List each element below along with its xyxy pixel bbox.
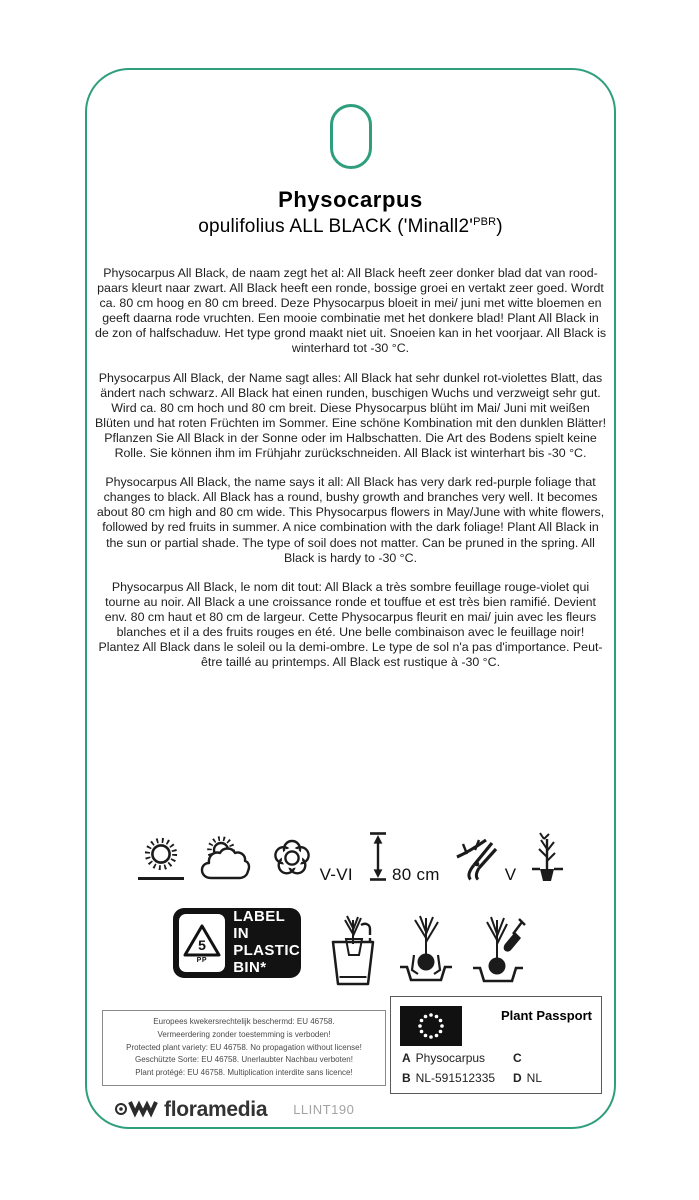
paragraph-dutch: Physocarpus All Black, de naam zegt het al: All Black heeft zeer donker blad dat van rood-paars kleurt naar zwart. All Black heeft een ronde, bossige groei en vertakt zeer goed. Wordt ca. 80 cm hoog en 80 cm breed. Deze Physocarpus bloeit in mei/ juni met witte bloemen en geeft daarna rode vruchten. Een mooie combinatie met het donkere blad! Plant All Black in de zon of halfschaduw. Het type grond maakt niet uit. Snoeien kan in het voorjaar. All Black is winterhard tot -30 °C. [94, 266, 607, 356]
floramedia-mark-icon [114, 1096, 160, 1123]
rights-line-nl-1: Europees kwekersrechtelijk beschermd: EU 46758. [153, 1017, 335, 1026]
recycle-material-label: PP [196, 956, 208, 964]
floramedia-logo [114, 1096, 267, 1123]
paragraph-german: Physocarpus All Black, der Name sagt alles: All Black hat sehr dunkel rot-violettes Blatt, das ändert nach schwarz. All Black hat einen runden, buschigen Wuchs und verzweigt sehr gut. Wird ca. 80 cm hoch und 80 cm breit. Diese Physocarpus blüht im Mai/ Juni mit weißen Blüten und hat roten Früchten im Sommer. Eine schöne Kombination mit den dunklen Blätter! Pflanzen Sie All Black in der Sonne oder im Halbschatten. Die Art des Bodens spielt keine Rolle. Sie können ihm im Frühjahr zurückschneiden. All Black ist winterhart bis -30 °C. [94, 370, 607, 461]
passport-title: Plant Passport [500, 1008, 592, 1023]
plastic-bin-text: LABEL IN PLASTIC BIN* [233, 908, 301, 976]
footer [87, 1096, 614, 1123]
full-sun-icon [135, 835, 187, 888]
subtitle [87, 216, 614, 238]
brand-name: floramedia [164, 1097, 268, 1121]
rights-line-fr: Plant protégé: EU 46758. Multiplication interdite sans licence! [135, 1068, 353, 1078]
rootball-pot-icon [397, 910, 455, 993]
plant-label-card [85, 68, 616, 1129]
description-paragraphs [95, 266, 607, 684]
passport-field-d: D NL [513, 1071, 543, 1085]
eu-flag-icon [400, 1006, 462, 1051]
pruning-month-label: V [504, 865, 517, 884]
title-block [87, 187, 614, 238]
subtitle-text: opulifolius ALL BLACK ('Minall2' [198, 216, 474, 237]
hang-hole [330, 104, 372, 169]
height-value-label: 80 cm [391, 865, 440, 884]
flower-icon [267, 835, 317, 888]
planting-instruction-icons [325, 910, 529, 993]
svg-text:5: 5 [197, 936, 206, 953]
soak-bucket-icon [325, 910, 381, 993]
partial-shade-icon [199, 835, 255, 888]
passport-field-b: B NL-591512335 [402, 1071, 496, 1085]
paragraph-english: Physocarpus All Black, the name says it all: All Black has very dark red-purple foliage that changes to black. All Black has a round, bushy growth and branches very well. It becomes about 80 cm high and 80 cm wide. This Physocarpus flowers in May/June with white flowers, followed by red fruits in summer. A nice combination with the dark foliage! Plant All Black in the sun or partial shade. The type of soil does not matter. Can be pruned in the spring. All Black is hardy to -30 °C. [96, 475, 605, 565]
label-in-plastic-bin-badge [173, 908, 301, 978]
passport-field-a: A Physocarpus [402, 1051, 486, 1065]
flowering-months-label: V-VI [319, 865, 353, 884]
planting-twig-icon [530, 830, 566, 888]
subtitle-close: ) [496, 216, 503, 237]
page-title: Physocarpus [278, 187, 423, 212]
plant-passport-box [390, 996, 602, 1094]
care-pictogram-row [87, 830, 614, 888]
rights-line-en: Protected plant variety: EU 46758. No propagation without license! [126, 1042, 362, 1052]
plant-shovel-icon [471, 910, 529, 993]
breeders-rights-box [102, 1010, 386, 1086]
subtitle-pbr-superscript: PBR [473, 216, 497, 228]
paragraph-french: Physocarpus All Black, le nom dit tout: All Black a très sombre feuillage rouge-violet qui tourne au noir. All Black a une croissance ronde et touffue et est très bien ramifié. Devient env. 80 cm haut et 80 cm de largeur. Cette Physocarpus fleurit en mai/ juin avec les fleurs blanches et il a des fruits rouges en été. Une belle combinaison avec le feuillage noir! Plantez All Black dans le soleil ou la demi-ombre. Le type de sol n'a pas d'importance. Peut-être taillé au printemps. All Black est rustique à -30 °C. [98, 579, 603, 670]
rights-line-nl-2: Vermeerdering zonder toestemming is verboden! [157, 1029, 331, 1039]
recycle-pp5-icon [179, 914, 226, 972]
rights-line-de: Geschützte Sorte: EU 46758. Unerlaubter Nachbau verboten! [135, 1055, 353, 1065]
pruning-group [454, 833, 519, 888]
pruning-shears-icon [454, 833, 502, 888]
handling-icon-row [87, 908, 614, 993]
flowering-group [267, 835, 355, 888]
print-code: LLINT190 [293, 1102, 355, 1117]
passport-field-c: C [513, 1051, 522, 1065]
height-icon [367, 830, 389, 888]
height-group [367, 830, 442, 888]
